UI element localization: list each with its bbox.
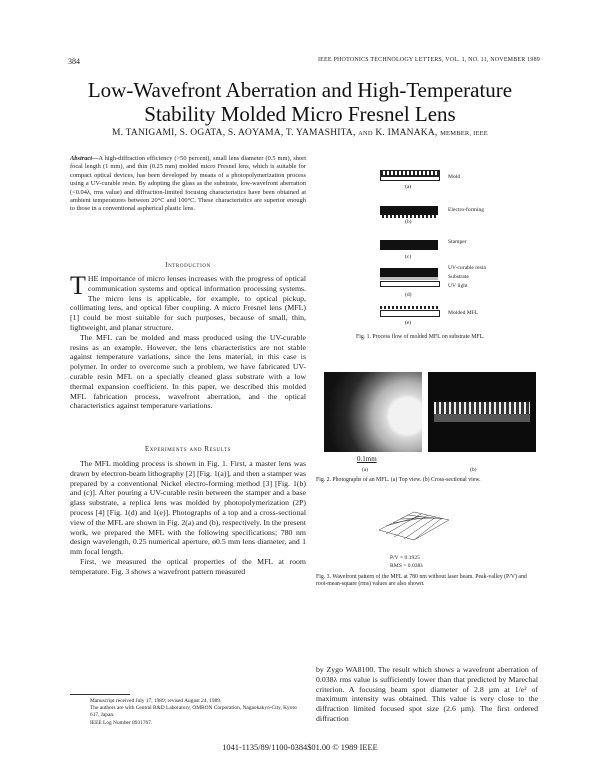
fig1-caption: Fig. 1. Process flow of molded MFL on substrate MFL. <box>356 334 485 340</box>
fig1-label-stamper: Stamper <box>448 239 467 245</box>
figure-3-wavefront-plot <box>374 490 454 550</box>
substrate-d <box>380 281 440 287</box>
experiments-body <box>70 459 306 577</box>
fig2-caption: Fig. 2. Photographs of an MFL. (a) Top view. (b) Cross-sectional view. <box>316 477 481 483</box>
fig1-label-uv: UV light <box>448 283 468 289</box>
exp-paragraph-1: The MFL molding process is shown in Fig. 1. First, a master lens was drawn by electron-beam lithography [2] [Fig. 1(a)], and then a stamper was prepared by a conventional Nickel electro-forming method [3] [Fig. 1(b) and (c)]. After pouring a UV-curable resin between the stamper and a base glass substrate, a replica lens was molded by photopolymerization (2P) process [4] [Fig. 1(d) and 1(e)]. Photographs of a top and a cross-sectional view of the MFL are shown in Fig. 2(a) and (b), respectively. In the present work, we prepared the MFL with the following specifications; 780 nm design wavelength, 0.25 numerical aperture, ø0.5 mm lens diameter, and 1 mm focal length. <box>70 459 306 557</box>
fig1-sub-c: (c) <box>405 254 412 260</box>
author-membership: MEMBER, IEEE <box>440 130 488 137</box>
fig1-sub-a: (a) <box>405 184 412 190</box>
mold-base <box>380 176 440 181</box>
author-names: M. TANIGAMI, S. OGATA, S. AOYAMA, T. YAMASHITA, <box>112 128 356 138</box>
mesh-outline <box>379 512 449 540</box>
fig1-label-resin: UV-curable resin <box>448 265 487 271</box>
abstract-text: A high-diffraction efficiency (>50 percent), small lens diameter (0.5 mm), short focal length (1 mm), and thin (0.25 mm) molded micro Fresnel lens, which is suitable for compact optical devices, has been developed by means of a photopolymerization process using a UV-curable resin. By adopting the glass as the substrate, low-wavefront aberration (<0.04λ, rms value) and diffraction-limited focusing characteristics have been obtained at ambient temperatures between 20°C and 100°C. These characteristics are superior enough to those in a conventional aspherical plastic lens. <box>70 155 306 213</box>
stamper-layer <box>380 240 438 250</box>
section-heading-experiments: Experiments and Results <box>145 446 231 453</box>
fig2-sub-a: (a) <box>362 467 369 473</box>
title-line-2: Stability Molded Micro Fresnel Lens <box>144 102 456 126</box>
cross-section-relief <box>434 402 530 414</box>
footnote-affiliation: The authors are with Central R&D Laboratory, OMRON Corporation, Nagaokakyo-City, Kyoto 617, Japan. <box>90 705 297 719</box>
copyright-line: 1041-1135/89/1100-0384$01.00 © 1989 IEEE <box>222 743 378 752</box>
stamper-d <box>380 268 438 277</box>
figure-2-photographs <box>324 372 536 452</box>
author-and: AND <box>358 130 373 137</box>
fig1-label-mold: Mold <box>448 174 461 180</box>
introduction-body <box>70 271 306 411</box>
substrate-e <box>380 310 440 317</box>
cross-section-substrate <box>434 414 530 422</box>
fig2-scale-bar: 0.1mm <box>357 455 377 463</box>
photo-top-view <box>324 372 422 452</box>
fig3-rms-value: RMS = 0.038λ <box>390 563 424 569</box>
author-last: K. IMANAKA, <box>375 128 438 138</box>
page-number: 384 <box>68 57 80 66</box>
fig1-label-molded: Molded MFL <box>448 310 479 316</box>
fig1-sub-d: (d) <box>405 292 412 298</box>
intro-paragraph-1: THE importance of micro lenses increases with the progress of optical communication systems and optical information processing systems. The micro lens is applicable, for example, to optical pickup, collimating lens, and optical fiber coupling. A micro Fresnel lens (MFL) [1] could be most suitable for such purposes, because of small, thin, lightweight, and planar structure. <box>70 271 306 332</box>
abstract <box>70 155 306 214</box>
title-line-1: Low-Wavefront Aberration and High-Temperature <box>87 78 513 102</box>
fig3-pv-value: P/V = 0.1925 <box>390 555 420 561</box>
molded-mfl <box>380 306 438 309</box>
intro-paragraph-2: The MFL can be molded and mass produced using the UV-curable resins as an example. However, the lens characteristics are not stable against temperature variations, since the lens material, in this case is polymer. In order to overcome such a problem, we have fabricated UV-curable resin MFL on a specially cleaned glass substrate with a low thermal expansion coefficient. In this paper, we described this molded MFL fabrication process, wavefront aberration, and the optical characteristics against temperature variations. <box>70 332 306 411</box>
photo-cross-section <box>428 372 536 452</box>
drop-cap: T <box>70 271 86 300</box>
fig1-label-substrate: Substrate <box>448 274 469 280</box>
fig1-sub-b: (b) <box>405 219 412 225</box>
right-column-text: by Zygo WA8100. The result which shows a wavefront aberration of 0.038λ rms value is sufficiently lower than that predicted by Marechal criterion. A focusing beam spot diameter of 2.8 µm at 1/e² of maximum intensity was obtained. This value is very close to the diffraction limited focused spot size (2.6 µm). The first ordered diffraction <box>316 665 538 723</box>
electroform-relief <box>380 215 438 218</box>
journal-running-header: IEEE PHOTONICS TECHNOLOGY LETTERS, VOL. 1, NO. 11, NOVEMBER 1989 <box>317 57 540 63</box>
author-line <box>60 128 540 138</box>
fig1-label-electroforming: Electro-forming <box>448 207 485 213</box>
exp-paragraph-2: First, we measured the optical properties of the MFL at room temperature. Fig. 3 shows a wavefront pattern measured <box>70 556 306 576</box>
abstract-label: Abstract— <box>70 155 99 162</box>
resin-layer <box>380 277 438 280</box>
fig3-caption: Fig. 3. Wavefront pattern of the MFL at 780 nm without laser beam. Peak-valley (P/V) and root-mean-square (rms) values are also shown. <box>316 574 527 588</box>
fig2-sub-b: (b) <box>470 467 477 473</box>
footnotes <box>90 698 306 727</box>
fig1-sub-e: (e) <box>405 320 412 326</box>
paper-title <box>40 78 560 126</box>
footnote-log-number: IEEE Log Number 8931767. <box>90 719 153 726</box>
footnote-received: Manuscript received July 17, 1989; revised August 24, 1989. <box>90 698 222 704</box>
wavefront-mesh <box>379 512 449 540</box>
footnote-rule <box>70 694 130 695</box>
section-heading-introduction: Introduction <box>165 262 211 269</box>
electroform-layer <box>380 206 438 215</box>
